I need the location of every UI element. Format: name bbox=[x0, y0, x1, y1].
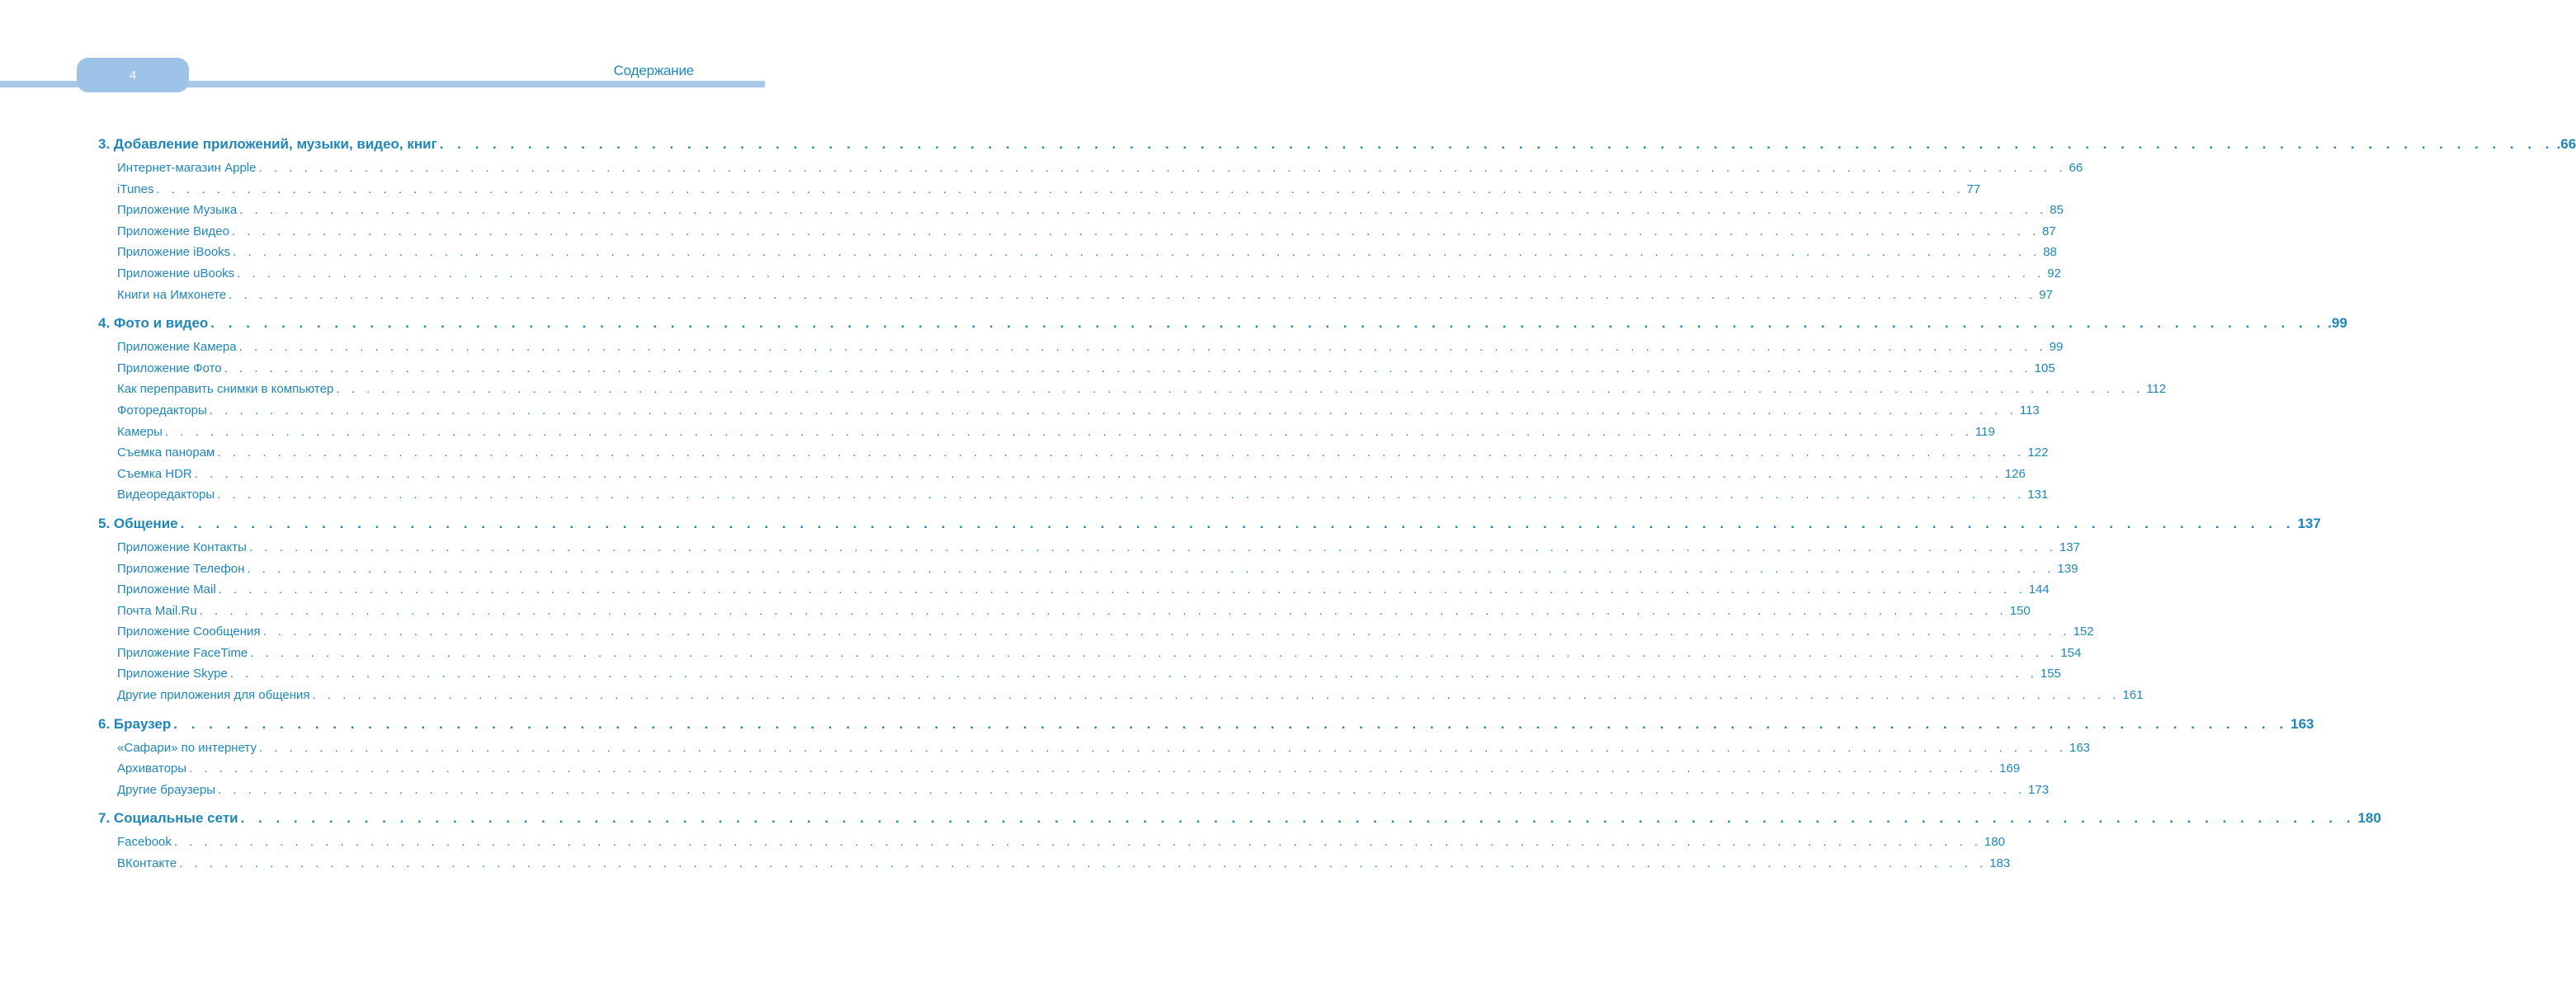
subsection-title: Приложение FaceTime bbox=[117, 645, 248, 660]
subsection-title: Приложение Фото bbox=[117, 361, 222, 375]
dot-leader: . . . . . . . . . . . . . . . . . . . . . . . . . . . . . . . . . . . . . . . . . . . . . . . . . . . . . . . . . . . . . . . . . . . . . . . . . . . . . . . . . . . . . . . . . . . . . . . . . . . . . . . . . . . . . . . . . . . . . . . . bbox=[439, 136, 2555, 152]
chapter-page: .99 bbox=[2328, 315, 2347, 332]
subsection-title: Книги на Имхонете bbox=[117, 287, 227, 302]
subsection-page: 161 bbox=[2122, 688, 2144, 703]
dot-leader: . . . . . . . . . . . . . . . . . . . . . . . . . . . . . . . . . . . . . . . . . . . . . . . . . . . . . . . . . . . . . . . . . . . . . . . . . . . . . . . . . . . . . . . . . . . . . . . . . . . . . . . . . . . . . . . . . . . . . . . . bbox=[179, 856, 1988, 871]
subsection-title: Почта Mail.Ru bbox=[117, 603, 197, 618]
toc-subsection-entry[interactable] bbox=[98, 488, 2049, 509]
subsection-page: 152 bbox=[2073, 625, 2094, 639]
subsection-page: 126 bbox=[2004, 466, 2026, 481]
toc-subsection-entry[interactable] bbox=[98, 856, 2011, 878]
chapter-page: 163 bbox=[2291, 715, 2314, 732]
subsection-title: Другие браузеры bbox=[117, 782, 215, 797]
toc-chapter-entry[interactable] bbox=[98, 136, 2576, 161]
toc-chapter-group bbox=[98, 715, 2314, 804]
subsection-page: 131 bbox=[2027, 488, 2049, 502]
toc-subsection-entry[interactable] bbox=[98, 603, 2031, 625]
toc-subsection-entry[interactable] bbox=[98, 540, 2080, 562]
dot-leader: . . . . . . . . . . . . . . . . . . . . . . . . . . . . . . . . . . . . . . . . . . . . . . . . . . . . . . . . . . . . . . . . . . . . . . . . . . . . . . . . . . . . . . . . . . . . . . . . . . . . . . . . . . . . . . . . . . . . . . . . bbox=[224, 361, 2032, 375]
dot-leader: . . . . . . . . . . . . . . . . . . . . . . . . . . . . . . . . . . . . . . . . . . . . . . . . . . . . . . . . . . . . . . . . . . . . . . . . . . . . . . . . . . . . . . . . . . . . . . . . . . . . . . . . . . . . . . . . . . . . . . . . bbox=[240, 810, 2356, 827]
subsection-title: Интернет-магазин Apple bbox=[117, 161, 257, 175]
chapter-page: .66 bbox=[2556, 136, 2576, 152]
dot-leader: . . . . . . . . . . . . . . . . . . . . . . . . . . . . . . . . . . . . . . . . . . . . . . . . . . . . . . . . . . . . . . . . . . . . . . . . . . . . . . . . . . . . . . . . . . . . . . . . . . . . . . . . . . . . . . . . . . . . . . . . bbox=[194, 466, 2003, 481]
subsection-title: Другие приложения для общения bbox=[117, 688, 310, 703]
dot-leader: . . . . . . . . . . . . . . . . . . . . . . . . . . . . . . . . . . . . . . . . . . . . . . . . . . . . . . . . . . . . . . . . . . . . . . . . . . . . . . . . . . . . . . . . . . . . . . . . . . . . . . . . . . . . . . . . . . . . . . . . bbox=[229, 667, 2038, 681]
subsection-page: 105 bbox=[2034, 361, 2055, 375]
toc-subsection-entry[interactable] bbox=[98, 340, 2064, 361]
dot-leader: . . . . . . . . . . . . . . . . . . . . . . . . . . . . . . . . . . . . . . . . . . . . . . . . . . . . . . . . . . . . . . . . . . . . . . . . . . . . . . . . . . . . . . . . . . . . . . . . . . . . . . . . . . . . . . . . . . . . . . . . bbox=[209, 403, 2017, 417]
toc-subsection-entry[interactable] bbox=[98, 782, 2050, 804]
subsection-page: 122 bbox=[2027, 446, 2049, 460]
subsection-page: 144 bbox=[2028, 582, 2050, 597]
toc-chapter-group bbox=[98, 315, 2347, 509]
subsection-page: 88 bbox=[2043, 245, 2057, 260]
toc-chapter-group bbox=[98, 515, 2321, 710]
page-header bbox=[0, 0, 765, 99]
toc-chapter-group bbox=[98, 810, 2381, 877]
dot-leader: . . . . . . . . . . . . . . . . . . . . . . . . . . . . . . . . . . . . . . . . . . . . . . . . . . . . . . . . . . . . . . . . . . . . . . . . . . . . . . . . . . . . . . . . . . . . . . . . . . . . . . . . . . . . . . . . . . . . . . . . bbox=[237, 266, 2045, 280]
toc-chapter-entry[interactable] bbox=[98, 515, 2321, 540]
toc-subsection-entry[interactable] bbox=[98, 203, 2064, 224]
subsection-title: Приложение Телефон bbox=[117, 561, 245, 576]
dot-leader: . . . . . . . . . . . . . . . . . . . . . . . . . . . . . . . . . . . . . . . . . . . . . . . . . . . . . . . . . . . . . . . . . . . . . . . . . . . . . . . . . . . . . . . . . . . . . . . . . . . . . . . . . . . . . . . . . . . . . . . . bbox=[258, 740, 2067, 755]
dot-leader: . . . . . . . . . . . . . . . . . . . . . . . . . . . . . . . . . . . . . . . . . . . . . . . . . . . . . . . . . . . . . . . . . . . . . . . . . . . . . . . . . . . . . . . . . . . . . . . . . . . . . . . . . . . . . . . . . . . . . . . . bbox=[199, 603, 2007, 618]
subsection-page: 85 bbox=[2050, 203, 2064, 218]
toc-subsection-entry[interactable] bbox=[98, 182, 1981, 204]
subsection-page: 112 bbox=[2146, 382, 2167, 397]
subsection-title: iTunes bbox=[117, 182, 154, 196]
dot-leader: . . . . . . . . . . . . . . . . . . . . . . . . . . . . . . . . . . . . . . . . . . . . . . . . . . . . . . . . . . . . . . . . . . . . . . . . . . . . . . . . . . . . . . . . . . . . . . . . . . . . . . . . . . . . . . . . . . . . . . . . bbox=[233, 245, 2041, 260]
dot-leader: . . . . . . . . . . . . . . . . . . . . . . . . . . . . . . . . . . . . . . . . . . . . . . . . . . . . . . . . . . . . . . . . . . . . . . . . . . . . . . . . . . . . . . . . . . . . . . . . . . . . . . . . . . . . . . . . . . . . . . . . bbox=[336, 382, 2144, 397]
subsection-page: 66 bbox=[2069, 161, 2083, 175]
chapter-title: 5. Общение bbox=[98, 515, 178, 531]
toc-subsection-entry[interactable] bbox=[98, 645, 2082, 667]
page-number-tab bbox=[77, 58, 189, 92]
subsection-page: 77 bbox=[1966, 182, 1981, 196]
subsection-page: 137 bbox=[2059, 540, 2080, 554]
dot-leader: . . . . . . . . . . . . . . . . . . . . . . . . . . . . . . . . . . . . . . . . . . . . . . . . . . . . . . . . . . . . . . . . . . . . . . . . . . . . . . . . . . . . . . . . . . . . . . . . . . . . . . . . . . . . . . . . . . . . . . . . bbox=[164, 424, 1973, 439]
subsection-title: Приложение uBooks bbox=[117, 266, 235, 280]
subsection-page: 119 bbox=[1974, 424, 1995, 439]
subsection-page: 99 bbox=[2049, 340, 2064, 355]
toc-subsection-entry[interactable] bbox=[98, 361, 2055, 383]
subsection-title: Приложение Контакты bbox=[117, 540, 247, 554]
toc-subsection-entry[interactable] bbox=[98, 287, 2053, 309]
subsection-page: 139 bbox=[2057, 561, 2078, 576]
chapter-title: 6. Браузер bbox=[98, 715, 172, 732]
subsection-title: Архиваторы bbox=[117, 761, 187, 776]
subsection-title: Facebook bbox=[117, 835, 172, 850]
dot-leader: . . . . . . . . . . . . . . . . . . . . . . . . . . . . . . . . . . . . . . . . . . . . . . . . . . . . . . . . . . . . . . . . . . . . . . . . . . . . . . . . . . . . . . . . . . . . . . . . . . . . . . . . . . . . . . . . . . . . . . . . bbox=[189, 761, 1998, 776]
subsection-page: 173 bbox=[2028, 782, 2050, 797]
toc-subsection-entry[interactable] bbox=[98, 161, 2083, 182]
toc-chapter-group bbox=[98, 136, 2576, 309]
subsection-page: 97 bbox=[2039, 287, 2053, 302]
subsection-page: 183 bbox=[1989, 856, 2011, 871]
chapter-title: 3. Добавление приложений, музыки, видео, книг bbox=[98, 136, 437, 152]
toc-subsection-entry[interactable] bbox=[98, 667, 2061, 688]
toc-subsection-entry[interactable] bbox=[98, 403, 2040, 425]
dot-leader: . . . . . . . . . . . . . . . . . . . . . . . . . . . . . . . . . . . . . . . . . . . . . . . . . . . . . . . . . . . . . . . . . . . . . . . . . . . . . . . . . . . . . . . . . . . . . . . . . . . . . . . . . . . . . . . . . . . . . . . . bbox=[239, 203, 2048, 218]
dot-leader: . . . . . . . . . . . . . . . . . . . . . . . . . . . . . . . . . . . . . . . . . . . . . . . . . . . . . . . . . . . . . . . . . . . . . . . . . . . . . . . . . . . . . . . . . . . . . . . . . . . . . . . . . . . . . . . . . . . . . . . . bbox=[250, 645, 2059, 660]
section-title: Содержание bbox=[613, 63, 694, 78]
chapter-page: 180 bbox=[2357, 810, 2381, 827]
toc-subsection-entry[interactable] bbox=[98, 424, 1995, 446]
page-number: 4 bbox=[129, 68, 137, 82]
chapter-page: 137 bbox=[2297, 515, 2321, 531]
dot-leader: . . . . . . . . . . . . . . . . . . . . . . . . . . . . . . . . . . . . . . . . . . . . . . . . . . . . . . . . . . . . . . . . . . . . . . . . . . . . . . . . . . . . . . . . . . . . . . . . . . . . . . . . . . . . . . . . . . . . . . . . bbox=[173, 835, 1982, 850]
toc-chapter-entry[interactable] bbox=[98, 715, 2314, 741]
toc-subsection-entry[interactable] bbox=[98, 761, 2021, 783]
dot-leader: . . . . . . . . . . . . . . . . . . . . . . . . . . . . . . . . . . . . . . . . . . . . . . . . . . . . . . . . . . . . . . . . . . . . . . . . . . . . . . . . . . . . . . . . . . . . . . . . . . . . . . . . . . . . . . . . . . . . . . . . bbox=[217, 446, 2026, 460]
subsection-title: Как переправить снимки в компьютер bbox=[117, 382, 334, 397]
dot-leader: . . . . . . . . . . . . . . . . . . . . . . . . . . . . . . . . . . . . . . . . . . . . . . . . . . . . . . . . . . . . . . . . . . . . . . . . . . . . . . . . . . . . . . . . . . . . . . . . . . . . . . . . . . . . . . . . . . . . . . . . bbox=[217, 782, 2026, 797]
subsection-title: Приложение Музыка bbox=[117, 203, 238, 218]
subsection-title: Фоторедакторы bbox=[117, 403, 207, 417]
toc-subsection-entry[interactable] bbox=[98, 561, 2078, 583]
subsection-title: Приложение Видео bbox=[117, 224, 229, 238]
subsection-title: Камеры bbox=[117, 424, 163, 439]
toc-subsection-entry[interactable] bbox=[98, 266, 2061, 288]
dot-leader: . . . . . . . . . . . . . . . . . . . . . . . . . . . . . . . . . . . . . . . . . . . . . . . . . . . . . . . . . . . . . . . . . . . . . . . . . . . . . . . . . . . . . . . . . . . . . . . . . . . . . . . . . . . . . . . . . . . . . . . . bbox=[231, 224, 2040, 238]
toc-subsection-entry[interactable] bbox=[98, 224, 2056, 246]
dot-leader: . . . . . . . . . . . . . . . . . . . . . . . . . . . . . . . . . . . . . . . . . . . . . . . . . . . . . . . . . . . . . . . . . . . . . . . . . . . . . . . . . . . . . . . . . . . . . . . . . . . . . . . . . . . . . . . . . . . . . . . . bbox=[217, 488, 2026, 502]
toc-chapter-entry[interactable] bbox=[98, 810, 2381, 835]
subsection-page: 113 bbox=[2019, 403, 2040, 417]
subsection-title: «Сафари» по интернету bbox=[117, 740, 257, 755]
dot-leader: . . . . . . . . . . . . . . . . . . . . . . . . . . . . . . . . . . . . . . . . . . . . . . . . . . . . . . . . . . . . . . . . . . . . . . . . . . . . . . . . . . . . . . . . . . . . . . . . . . . . . . . . . . . . . . . . . . . . . . . . bbox=[156, 182, 1965, 196]
chapter-title: 7. Социальные сети bbox=[98, 810, 238, 827]
dot-leader: . . . . . . . . . . . . . . . . . . . . . . . . . . . . . . . . . . . . . . . . . . . . . . . . . . . . . . . . . . . . . . . . . . . . . . . . . . . . . . . . . . . . . . . . . . . . . . . . . . . . . . . . . . . . . . . . . . . . . . . . bbox=[173, 715, 2289, 732]
dot-leader: . . . . . . . . . . . . . . . . . . . . . . . . . . . . . . . . . . . . . . . . . . . . . . . . . . . . . . . . . . . . . . . . . . . . . . . . . . . . . . . . . . . . . . . . . . . . . . . . . . . . . . . . . . . . . . . . . . . . . . . . bbox=[312, 688, 2121, 703]
toc-subsection-entry[interactable] bbox=[98, 625, 2094, 646]
dot-leader: . . . . . . . . . . . . . . . . . . . . . . . . . . . . . . . . . . . . . . . . . . . . . . . . . . . . . . . . . . . . . . . . . . . . . . . . . . . . . . . . . . . . . . . . . . . . . . . . . . . . . . . . . . . . . . . . . . . . . . . . bbox=[247, 561, 2055, 576]
subsection-title: Съемка HDR bbox=[117, 466, 192, 481]
dot-leader: . . . . . . . . . . . . . . . . . . . . . . . . . . . . . . . . . . . . . . . . . . . . . . . . . . . . . . . . . . . . . . . . . . . . . . . . . . . . . . . . . . . . . . . . . . . . . . . . . . . . . . . . . . . . . . . . . . . . . . . . bbox=[258, 161, 2067, 175]
subsection-page: 155 bbox=[2040, 667, 2061, 681]
subsection-title: Приложение Skype bbox=[117, 667, 228, 681]
chapter-title: 4. Фото и видео bbox=[98, 315, 209, 332]
toc-subsection-entry[interactable] bbox=[98, 382, 2167, 403]
subsection-title: Приложение iBooks bbox=[117, 245, 231, 260]
subsection-page: 169 bbox=[1999, 761, 2021, 776]
toc-subsection-entry[interactable] bbox=[98, 740, 2091, 762]
dot-leader: . . . . . . . . . . . . . . . . . . . . . . . . . . . . . . . . . . . . . . . . . . . . . . . . . . . . . . . . . . . . . . . . . . . . . . . . . . . . . . . . . . . . . . . . . . . . . . . . . . . . . . . . . . . . . . . . . . . . . . . . bbox=[180, 515, 2295, 531]
subsection-page: 154 bbox=[2060, 645, 2082, 660]
toc-subsection-entry[interactable] bbox=[98, 446, 2049, 467]
subsection-title: Приложение Камера bbox=[117, 340, 237, 355]
dot-leader: . . . . . . . . . . . . . . . . . . . . . . . . . . . . . . . . . . . . . . . . . . . . . . . . . . . . . . . . . . . . . . . . . . . . . . . . . . . . . . . . . . . . . . . . . . . . . . . . . . . . . . . . . . . . . . . . . . . . . . . . bbox=[210, 315, 2326, 332]
dot-leader: . . . . . . . . . . . . . . . . . . . . . . . . . . . . . . . . . . . . . . . . . . . . . . . . . . . . . . . . . . . . . . . . . . . . . . . . . . . . . . . . . . . . . . . . . . . . . . . . . . . . . . . . . . . . . . . . . . . . . . . . bbox=[229, 287, 2037, 302]
subsection-title: ВКонтакте bbox=[117, 856, 177, 871]
subsection-title: Приложение Mail bbox=[117, 582, 216, 597]
toc-chapter-entry[interactable] bbox=[98, 315, 2347, 340]
toc-subsection-entry[interactable] bbox=[98, 466, 2026, 488]
subsection-title: Съемка панорам bbox=[117, 446, 215, 460]
subsection-page: 150 bbox=[2009, 603, 2031, 618]
dot-leader: . . . . . . . . . . . . . . . . . . . . . . . . . . . . . . . . . . . . . . . . . . . . . . . . . . . . . . . . . . . . . . . . . . . . . . . . . . . . . . . . . . . . . . . . . . . . . . . . . . . . . . . . . . . . . . . . . . . . . . . . bbox=[248, 540, 2057, 554]
table-of-contents bbox=[98, 136, 2576, 884]
subsection-page: 92 bbox=[2047, 266, 2061, 280]
toc-subsection-entry[interactable] bbox=[98, 688, 2144, 710]
toc-subsection-entry[interactable] bbox=[98, 835, 2005, 856]
toc-subsection-entry[interactable] bbox=[98, 245, 2057, 266]
dot-leader: . . . . . . . . . . . . . . . . . . . . . . . . . . . . . . . . . . . . . . . . . . . . . . . . . . . . . . . . . . . . . . . . . . . . . . . . . . . . . . . . . . . . . . . . . . . . . . . . . . . . . . . . . . . . . . . . . . . . . . . . bbox=[218, 582, 2026, 597]
subsection-page: 180 bbox=[1984, 835, 2005, 850]
dot-leader: . . . . . . . . . . . . . . . . . . . . . . . . . . . . . . . . . . . . . . . . . . . . . . . . . . . . . . . . . . . . . . . . . . . . . . . . . . . . . . . . . . . . . . . . . . . . . . . . . . . . . . . . . . . . . . . . . . . . . . . . bbox=[262, 625, 2071, 639]
subsection-title: Приложение Сообщения bbox=[117, 625, 261, 639]
toc-subsection-entry[interactable] bbox=[98, 582, 2050, 604]
subsection-title: Видеоредакторы bbox=[117, 488, 215, 502]
subsection-page: 163 bbox=[2069, 740, 2091, 755]
subsection-page: 87 bbox=[2042, 224, 2056, 238]
dot-leader: . . . . . . . . . . . . . . . . . . . . . . . . . . . . . . . . . . . . . . . . . . . . . . . . . . . . . . . . . . . . . . . . . . . . . . . . . . . . . . . . . . . . . . . . . . . . . . . . . . . . . . . . . . . . . . . . . . . . . . . . bbox=[238, 340, 2047, 355]
